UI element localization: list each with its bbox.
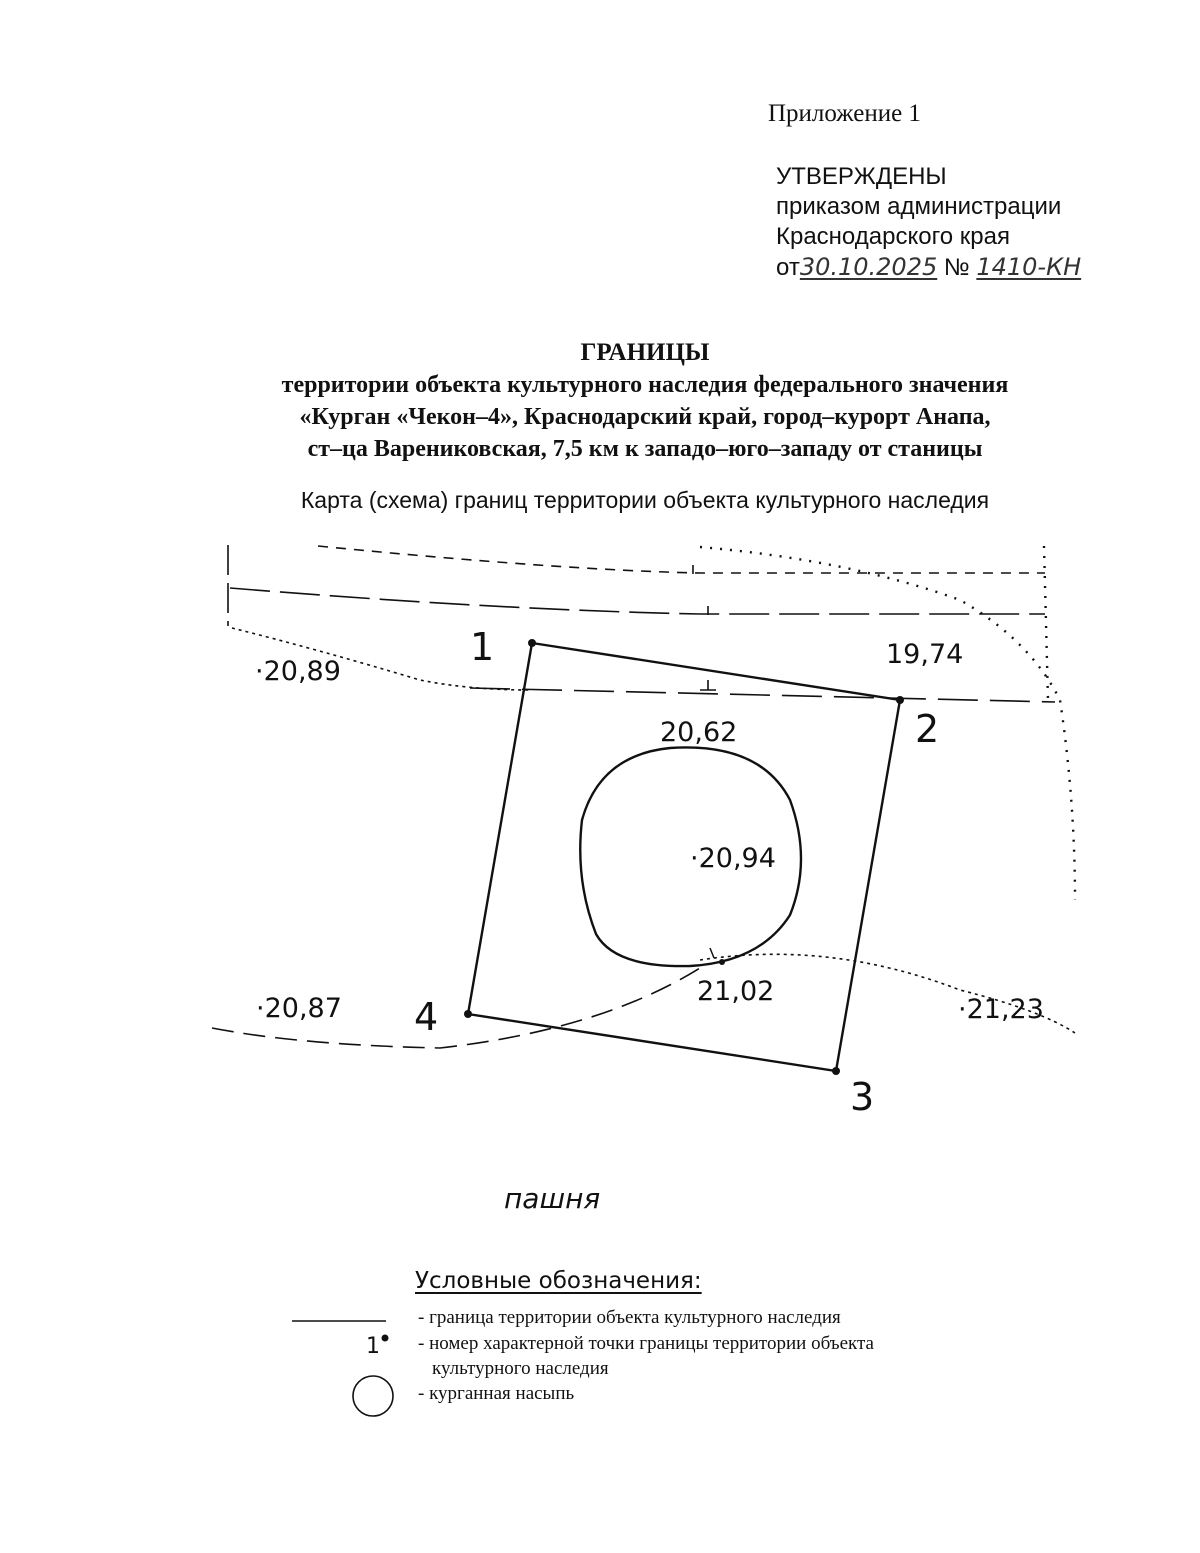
point-label-3: 3 [850,1075,875,1119]
legend-title: Условные обозначения: [415,1268,702,1294]
map-title: Карта (схема) границ территории объекта культурного наследия [300,487,990,513]
legend-point-dot-symbol [382,1335,389,1342]
elevation-19-74: 19,74 [886,639,964,670]
title-line-3: ст–ца Варениковская, 7,5 км к западо–юго–западу от станицы [307,436,983,462]
legend-item-point-cont: культурного наследия [432,1358,609,1379]
elevation-21-02: 21,02 [697,976,775,1007]
elevation-20-94: ·20,94 [690,843,776,874]
date-prefix: от [776,254,800,281]
elevation-21-23: ·21,23 [958,994,1044,1025]
boundary-point-4-marker [464,1010,472,1018]
legend-item-boundary: - граница территории объекта культурного наследия [418,1307,841,1328]
legend-item-point: - номер характерной точки границы территории объекта [418,1333,874,1354]
point-label-2: 2 [915,707,940,751]
road-line-middle [470,688,1055,702]
approved-line-2: Краснодарского края [776,223,1010,250]
number-value: 1410-КН [976,253,1082,281]
title-main: ГРАНИЦЫ [580,339,710,366]
land-use-label: пашня [504,1182,601,1215]
elevation-20-89: ·20,89 [255,656,341,687]
mound-inner-tick [710,948,714,958]
tick-3 [700,680,716,690]
title-line-1: территории объекта культурного наследия федерального значения [281,372,1009,398]
point-label-1: 1 [470,625,495,669]
approved-line-1: приказом администрации [776,193,1062,220]
elevation-20-87: ·20,87 [256,993,342,1024]
number-prefix: № [943,254,970,281]
appendix-label: Приложение 1 [768,100,921,127]
title-line-2: «Курган «Чекон–4», Краснодарский край, город–курорт Анапа, [299,404,991,430]
point-label-4: 4 [414,995,439,1039]
legend-point-number: 1 [366,1334,380,1359]
elevation-dot-21-02 [719,959,725,965]
boundary-point-1-marker [528,639,536,647]
boundary-point-2-marker [896,696,904,704]
legend-item-mound: - курганная насыпь [418,1383,575,1404]
dotted-right-edge [1044,546,1048,700]
contour-line-top [318,546,1045,573]
date-value: 30.10.2025 [799,253,938,281]
legend-mound-symbol [353,1376,393,1416]
elevation-20-62: 20,62 [660,717,738,748]
territory-boundary [468,643,900,1071]
boundary-point-3-marker [832,1067,840,1075]
road-line-upper [230,588,1045,614]
approved-title: УТВЕРЖДЕНЫ [776,163,947,190]
